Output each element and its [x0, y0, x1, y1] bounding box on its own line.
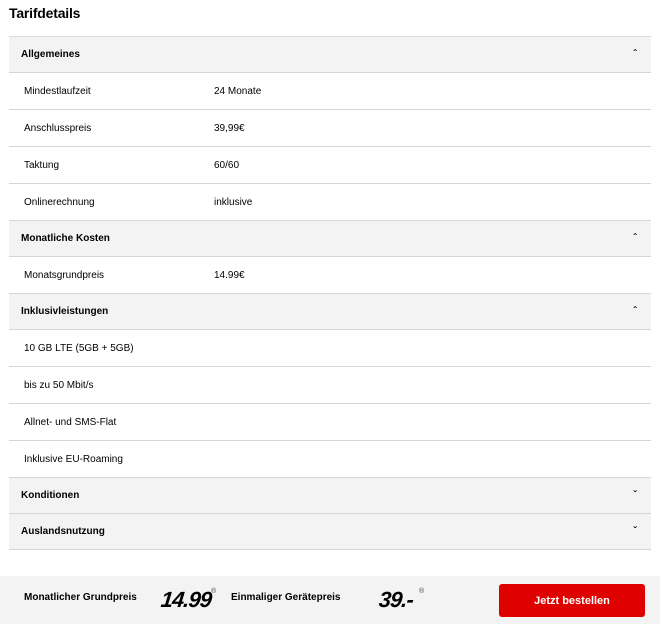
section-header-monatliche-kosten[interactable] — [9, 221, 651, 257]
chevron-up-icon: ˆ — [633, 306, 637, 317]
page-title: Tarifdetails — [9, 5, 81, 21]
device-price-label: Einmaliger Gerätepreis — [231, 592, 341, 603]
row-value: 39,99€ — [214, 122, 245, 134]
section-label: Auslandsnutzung — [21, 526, 105, 537]
row-value: 14.99€ — [214, 269, 245, 281]
monthly-price-label: Monatlicher Grundpreis — [24, 592, 137, 603]
row-value: inklusive — [214, 196, 253, 208]
section-label: Allgemeines — [21, 49, 80, 60]
table-row — [9, 147, 651, 184]
row-key: Taktung — [24, 159, 60, 171]
section-label: Monatliche Kosten — [21, 233, 110, 244]
section-label: Konditionen — [21, 490, 80, 501]
monthly-price: 14.99 — [159, 587, 213, 612]
section-label: Inklusivleistungen — [21, 306, 109, 317]
row-key: Anschlusspreis — [24, 122, 92, 134]
row-key: Onlinerechnung — [24, 196, 95, 208]
section-header-auslandsnutzung[interactable] — [9, 514, 651, 550]
row-key: Monatsgrundpreis — [24, 269, 105, 281]
table-row — [9, 404, 651, 441]
row-value: 24 Monate — [214, 85, 262, 97]
chevron-up-icon: ˆ — [633, 233, 637, 244]
table-row — [9, 330, 651, 367]
table-row — [9, 184, 651, 221]
chevron-down-icon: ˇ — [633, 526, 637, 537]
table-row — [9, 257, 651, 294]
table-row — [9, 73, 651, 110]
tariff-details-table — [9, 36, 651, 550]
price-footer-bar — [0, 576, 660, 624]
table-row — [9, 441, 651, 478]
device-price: 39.- — [377, 587, 415, 612]
row-key: Allnet- und SMS-Flat — [24, 416, 117, 428]
monthly-price-mark: ® — [211, 588, 217, 595]
row-key: bis zu 50 Mbit/s — [24, 379, 94, 391]
chevron-up-icon: ˆ — [633, 49, 637, 60]
row-key: Mindestlaufzeit — [24, 85, 91, 97]
section-header-allgemeines[interactable] — [9, 37, 651, 73]
row-value: 60/60 — [214, 159, 240, 171]
table-row — [9, 367, 651, 404]
chevron-down-icon: ˇ — [633, 490, 637, 501]
order-button[interactable]: Jetzt bestellen — [499, 584, 645, 617]
section-header-inklusivleistungen[interactable] — [9, 294, 651, 330]
row-key: 10 GB LTE (5GB + 5GB) — [24, 342, 134, 354]
device-price-mark: ® — [419, 588, 425, 595]
section-header-konditionen[interactable] — [9, 478, 651, 514]
row-key: Inklusive EU-Roaming — [24, 453, 123, 465]
table-row — [9, 110, 651, 147]
